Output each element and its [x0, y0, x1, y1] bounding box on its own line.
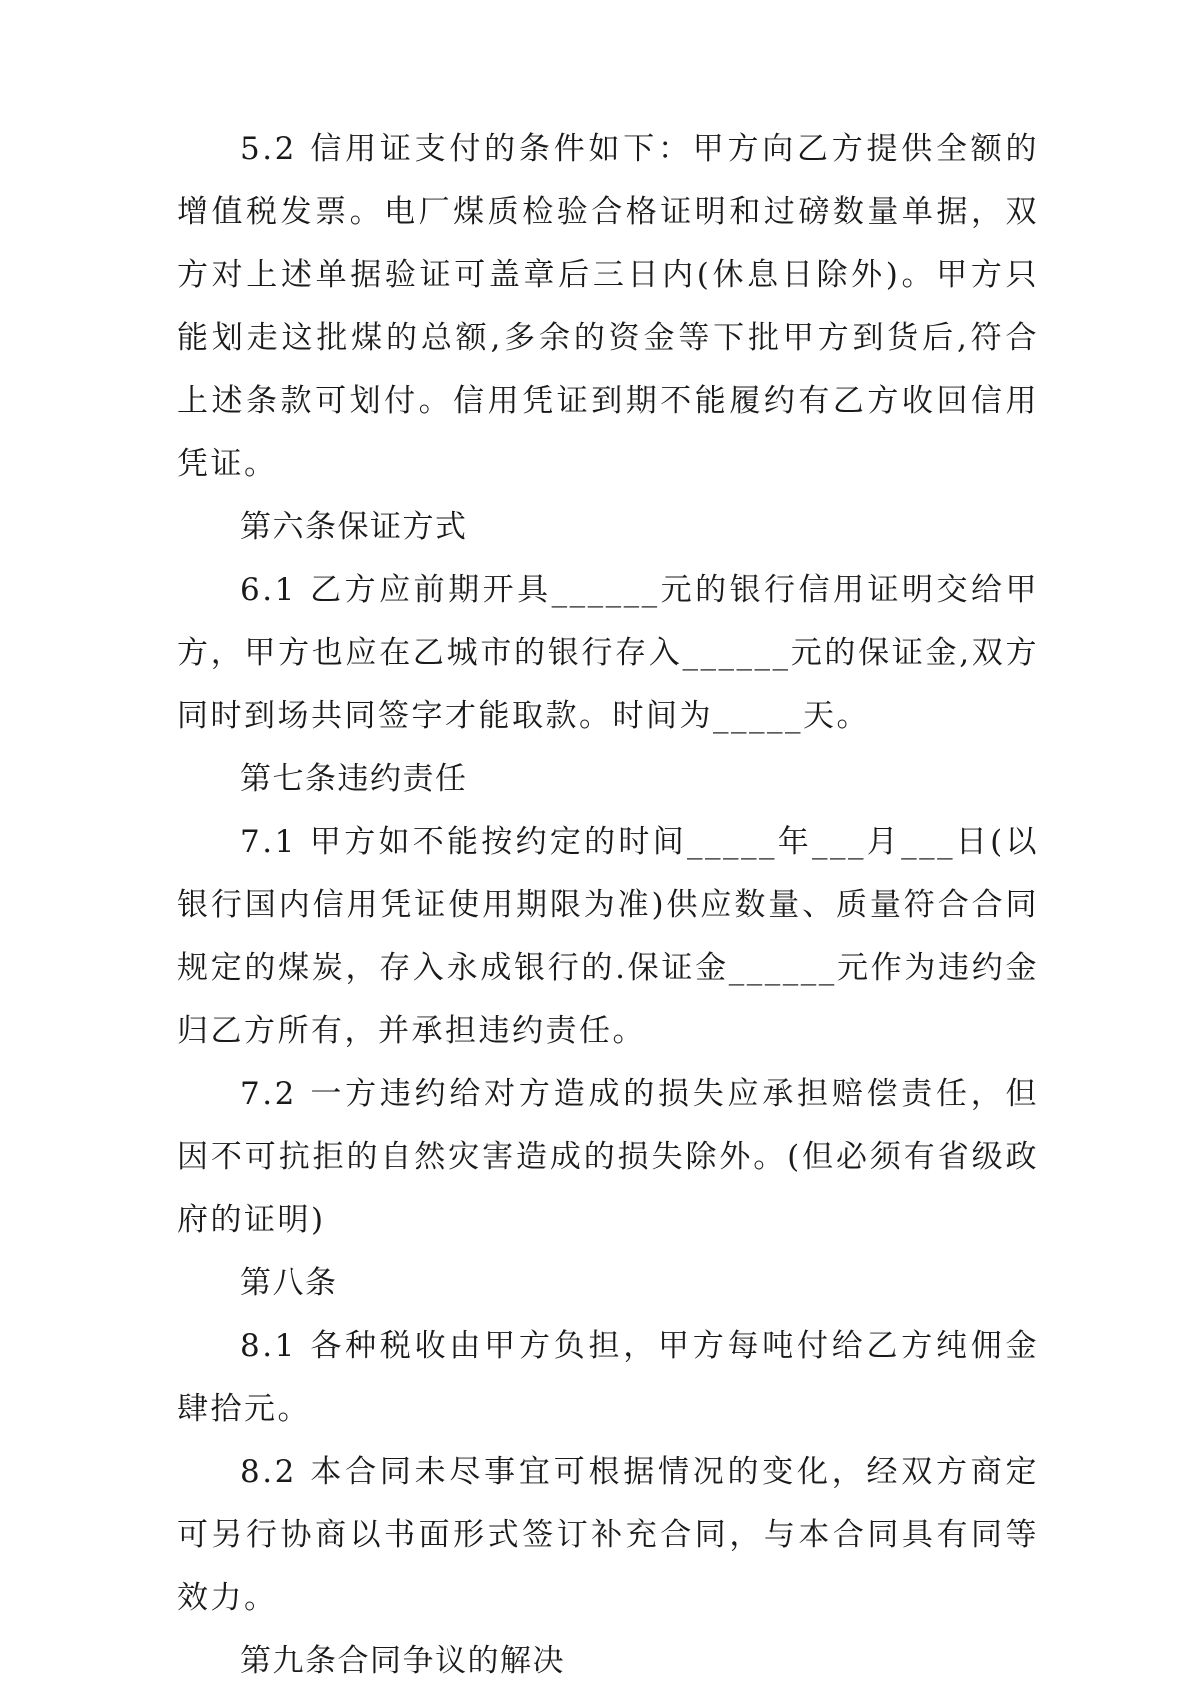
clause-8-2-paragraph: 8.2 本合同未尽事宜可根据情况的变化，经双方商定可另行协商以书面形式签订补充合同，与本合同具有同等效力。 — [177, 1454, 1039, 1616]
article-6-heading: 第六条保证方式 — [240, 509, 468, 545]
clause-7-1-paragraph: 7.1 甲方如不能按约定的时间_____年___月___日(以银行国内信用凭证使用期限为准)供应数量、质量符合合同规定的煤炭，存入永成银行的.保证金______元作为违约金归乙方所有，并承担违约责任。 — [177, 824, 1039, 1049]
clause-5-2-paragraph: 5.2 信用证支付的条件如下：甲方向乙方提供全额的增值税发票。电厂煤质检验合格证明和过磅数量单据，双方对上述单据验证可盖章后三日内(休息日除外)。甲方只能划走这批煤的总额,多余的资金等下批甲方到货后,符合上述条款可划付。信用凭证到期不能履约有乙方收回信用凭证。 — [177, 131, 1039, 482]
clause-6-1-paragraph: 6.1 乙方应前期开具______元的银行信用证明交给甲方，甲方也应在乙城市的银行存入______元的保证金,双方同时到场共同签字才能取款。时间为_____天。 — [177, 572, 1039, 734]
article-9-heading: 第九条合同争议的解决 — [240, 1643, 565, 1679]
clause-7-2-paragraph: 7.2 一方违约给对方造成的损失应承担赔偿责任，但因不可抗拒的自然灾害造成的损失除外。(但必须有省级政府的证明) — [177, 1076, 1039, 1238]
article-8-heading: 第八条 — [240, 1265, 338, 1301]
document-body — [177, 118, 1039, 1693]
clause-8-1-paragraph: 8.1 各种税收由甲方负担，甲方每吨付给乙方纯佣金肆拾元。 — [177, 1328, 1039, 1427]
article-7-heading: 第七条违约责任 — [240, 761, 468, 797]
